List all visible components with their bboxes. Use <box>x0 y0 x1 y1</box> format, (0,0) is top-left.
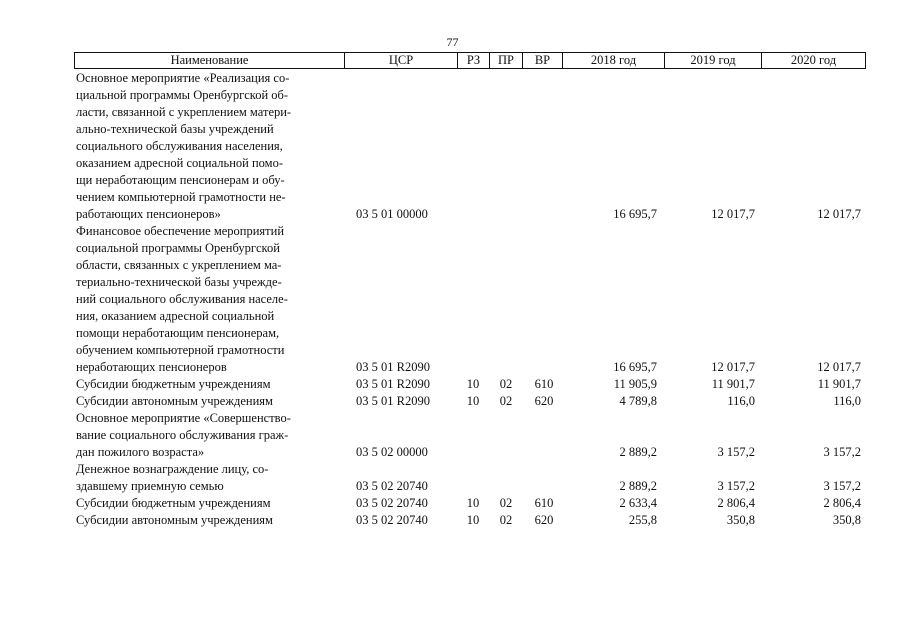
row-2018: 4 789,8 <box>619 394 657 408</box>
row-2020: 3 157,2 <box>823 445 861 459</box>
row-2020: 2 806,4 <box>823 496 861 510</box>
name-line: помощи неработающим пенсионерам, <box>76 326 280 340</box>
row-2018: 11 905,9 <box>613 377 657 391</box>
name-line: Денежное вознаграждение лицу, со- <box>76 462 269 476</box>
row-2020: 116,0 <box>833 394 861 408</box>
name-line: ласти, связанной с укреплением матери- <box>76 105 292 119</box>
row-name <box>76 495 346 512</box>
row-csr: 03 5 02 20740 <box>356 513 428 527</box>
row-2019: 3 157,2 <box>717 479 755 493</box>
row-name <box>76 70 346 223</box>
row-vr: 620 <box>534 513 554 527</box>
name-line: Основное мероприятие «Совершенство- <box>76 411 291 425</box>
row-2020: 12 017,7 <box>817 207 861 221</box>
row-2020: 11 901,7 <box>817 377 861 391</box>
row-2018: 2 889,2 <box>619 445 657 459</box>
row-name <box>76 461 346 495</box>
row-2019: 116,0 <box>727 394 755 408</box>
row-2019: 2 806,4 <box>717 496 755 510</box>
table-row <box>0 495 905 512</box>
table-row <box>0 410 905 461</box>
page-number: 77 <box>446 35 459 49</box>
row-2020: 350,8 <box>832 513 861 527</box>
row-csr: 03 5 01 00000 <box>356 207 428 221</box>
row-vr: 620 <box>534 394 554 408</box>
row-pr: 02 <box>499 496 513 510</box>
row-2020: 12 017,7 <box>817 360 861 374</box>
name-line: Субсидии бюджетным учреждениям <box>76 377 271 391</box>
row-2019: 12 017,7 <box>711 360 755 374</box>
row-name <box>76 223 346 376</box>
name-line: ний социального обслуживания населе- <box>76 292 288 306</box>
name-line: вание социального обслуживания граж- <box>76 428 289 442</box>
name-line: чением компьютерной грамотности не- <box>76 190 286 204</box>
name-line: социальной программы Оренбургской <box>76 241 280 255</box>
row-rz: 10 <box>466 513 480 527</box>
row-name <box>76 512 346 529</box>
row-2018: 16 695,7 <box>613 360 657 374</box>
row-2018: 2 889,2 <box>619 479 657 493</box>
table-row <box>0 376 905 393</box>
row-csr: 03 5 01 R2090 <box>356 377 430 391</box>
row-pr: 02 <box>499 394 513 408</box>
table-row <box>0 223 905 376</box>
name-line: Субсидии автономным учреждениям <box>76 513 273 527</box>
name-line: ния, оказанием адресной социальной <box>76 309 275 323</box>
table-row <box>0 70 905 223</box>
row-name <box>76 376 346 393</box>
row-csr: 03 5 02 20740 <box>356 496 428 510</box>
row-csr: 03 5 01 R2090 <box>356 394 430 408</box>
name-line: дан пожилого возраста» <box>76 445 205 459</box>
row-2018: 2 633,4 <box>619 496 657 510</box>
table-header <box>74 52 866 69</box>
header-csr: ЦСР <box>345 53 458 68</box>
name-line: ально-технической базы учреждений <box>76 122 274 136</box>
name-line: неработающих пенсионеров <box>76 360 227 374</box>
row-name <box>76 393 346 410</box>
header-pr: ПР <box>490 53 523 68</box>
name-line: щи неработающим пенсионерам и обу- <box>76 173 285 187</box>
name-line: Основное мероприятие «Реализация со- <box>76 71 290 85</box>
table-row <box>0 393 905 410</box>
row-2018: 255,8 <box>628 513 657 527</box>
row-csr: 03 5 02 20740 <box>356 479 428 493</box>
name-line: здавшему приемную семью <box>76 479 224 493</box>
row-2019: 3 157,2 <box>717 445 755 459</box>
row-csr: 03 5 01 R2090 <box>356 360 430 374</box>
header-vr: ВР <box>523 53 563 68</box>
row-vr: 610 <box>534 377 554 391</box>
table-row <box>0 512 905 529</box>
name-line: социального обслуживания населения, <box>76 139 283 153</box>
row-2019: 12 017,7 <box>711 207 755 221</box>
row-2019: 11 901,7 <box>711 377 755 391</box>
header-name: Наименование <box>75 53 345 68</box>
name-line: обучением компьютерной грамотности <box>76 343 285 357</box>
row-rz: 10 <box>466 377 480 391</box>
row-csr: 03 5 02 00000 <box>356 445 428 459</box>
row-name <box>76 410 346 461</box>
name-line: териально-технической базы учрежде- <box>76 275 282 289</box>
name-line: оказанием адресной социальной помо- <box>76 156 284 170</box>
header-2018: 2018 год <box>563 53 665 68</box>
row-rz: 10 <box>466 394 480 408</box>
name-line: Субсидии автономным учреждениям <box>76 394 273 408</box>
name-line: области, связанных с укреплением ма- <box>76 258 282 272</box>
row-2020: 3 157,2 <box>823 479 861 493</box>
row-2019: 350,8 <box>726 513 755 527</box>
name-line: циальной программы Оренбургской об- <box>76 88 289 102</box>
name-line: Финансовое обеспечение мероприятий <box>76 224 285 238</box>
name-line: работающих пенсионеров» <box>76 207 221 221</box>
table-row <box>0 461 905 495</box>
name-line: Субсидии бюджетным учреждениям <box>76 496 271 510</box>
row-2018: 16 695,7 <box>613 207 657 221</box>
header-2019: 2019 год <box>665 53 762 68</box>
row-rz: 10 <box>466 496 480 510</box>
row-pr: 02 <box>499 513 513 527</box>
row-pr: 02 <box>499 377 513 391</box>
row-vr: 610 <box>534 496 554 510</box>
header-2020: 2020 год <box>790 53 837 67</box>
header-rz: РЗ <box>458 53 490 68</box>
